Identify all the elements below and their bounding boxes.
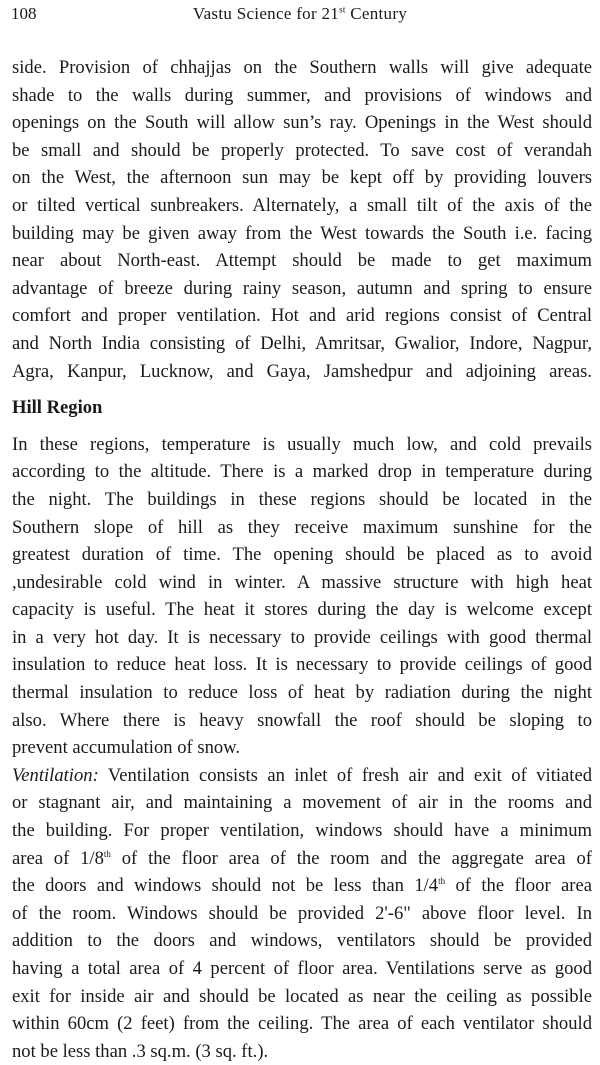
- ventilation-lead-italic: Ventilation:: [12, 764, 99, 786]
- text-segment: area of 1/8: [12, 847, 104, 869]
- text-line: in a very hot day. It is necessary to provide ceilings with good thermal: [12, 626, 592, 648]
- text-line: not be less than .3 sq.m. (3 sq. ft.).: [12, 1040, 269, 1062]
- superscript: th: [438, 876, 446, 887]
- page-body: [12, 54, 592, 1065]
- text-line: side. Provision of chhajjas on the Southern walls will give adequate: [12, 57, 592, 78]
- text-line: or tilted vertical sunbreakers. Alternately, a small tilt of the axis of the: [12, 194, 592, 216]
- section-heading-hill-region: Hill Region: [12, 397, 103, 419]
- superscript: th: [103, 848, 111, 859]
- running-title-text: Vastu Science for 21: [192, 4, 340, 23]
- running-title: [11, 2, 589, 26]
- text-segment: Ventilation consists an inlet of fresh air and exit of vitiated: [98, 764, 592, 786]
- page-number: 108: [11, 4, 37, 23]
- text-line: of the room. Windows should be provided 2'-6" above floor level. In: [12, 902, 592, 924]
- text-line: near about North-east. Attempt should be made to get maximum: [12, 250, 592, 272]
- text-line: prevent accumulation of snow.: [12, 737, 241, 759]
- text-line: [12, 845, 592, 873]
- text-line: be small and should be properly protected. To save cost of verandah: [12, 139, 592, 161]
- text-line: the building. For proper ventilation, windows should have a minimum: [12, 820, 592, 842]
- running-title-text-end: Century: [345, 4, 408, 23]
- text-segment: of the floor area of the room and the aggregate area of: [110, 847, 593, 869]
- text-segment: of the floor area: [445, 875, 592, 897]
- page-header: [11, 2, 589, 26]
- text-line: addition to the doors and windows, ventilators should be provided: [12, 930, 592, 952]
- text-line: greatest duration of time. The opening should be placed as to avoid: [12, 544, 592, 566]
- running-title-superscript: st: [339, 4, 346, 15]
- text-line: or stagnant air, and maintaining a movement of air in the rooms and: [12, 792, 592, 814]
- paragraph-hill-region: [12, 431, 592, 762]
- text-line: advantage of breeze during rainy season, autumn and spring to ensure: [12, 277, 592, 299]
- text-line: Southern slope of hill as they receive maximum sunshine for the: [12, 516, 592, 538]
- text-line: insulation to reduce heat loss. It is necessary to provide ceilings of good: [12, 654, 592, 676]
- text-line: [12, 762, 592, 790]
- text-line: shade to the walls during summer, and provisions of windows and: [12, 84, 592, 106]
- text-line: thermal insulation to reduce loss of heat by radiation during the night: [12, 682, 592, 704]
- text-line: [12, 872, 592, 900]
- text-line: Agra, Kanpur, Lucknow, and Gaya, Jamshedpur and adjoining areas.: [12, 360, 592, 382]
- text-line: and North India consisting of Delhi, Amritsar, Gwalior, Indore, Nagpur,: [12, 332, 592, 354]
- text-line: the night. The buildings in these regions should be located in the: [12, 488, 592, 510]
- paragraph-ventilation: [12, 762, 592, 1065]
- text-line: having a total area of 4 percent of floor area. Ventilations serve as good: [12, 958, 592, 979]
- text-segment: the doors and windows should not be less than 1/4: [12, 875, 439, 897]
- text-line: In these regions, temperature is usually much low, and cold prevails: [12, 433, 592, 455]
- text-line: also. Where there is heavy snowfall the roof should be sloping to: [12, 709, 592, 731]
- text-line: comfort and proper ventilation. Hot and arid regions consist of Central: [12, 305, 592, 327]
- text-line: within 60cm (2 feet) from the ceiling. The area of each ventilator should: [12, 1013, 592, 1035]
- text-line: according to the altitude. There is a marked drop in temperature during: [12, 461, 592, 483]
- text-line: capacity is useful. The heat it stores during the day is welcome except: [12, 599, 592, 621]
- paragraph-hot-arid: [12, 54, 592, 385]
- text-line: exit for inside air and should be located as near the ceiling as possible: [12, 985, 592, 1007]
- text-line: on the West, the afternoon sun may be kept off by providing louvers: [12, 167, 592, 189]
- text-line: openings on the South will allow sun’s ray. Openings in the West should: [12, 112, 592, 134]
- text-line: building may be given away from the West towards the South i.e. facing: [12, 222, 592, 244]
- text-line: ,undesirable cold wind in winter. A massive structure with high heat: [12, 571, 592, 593]
